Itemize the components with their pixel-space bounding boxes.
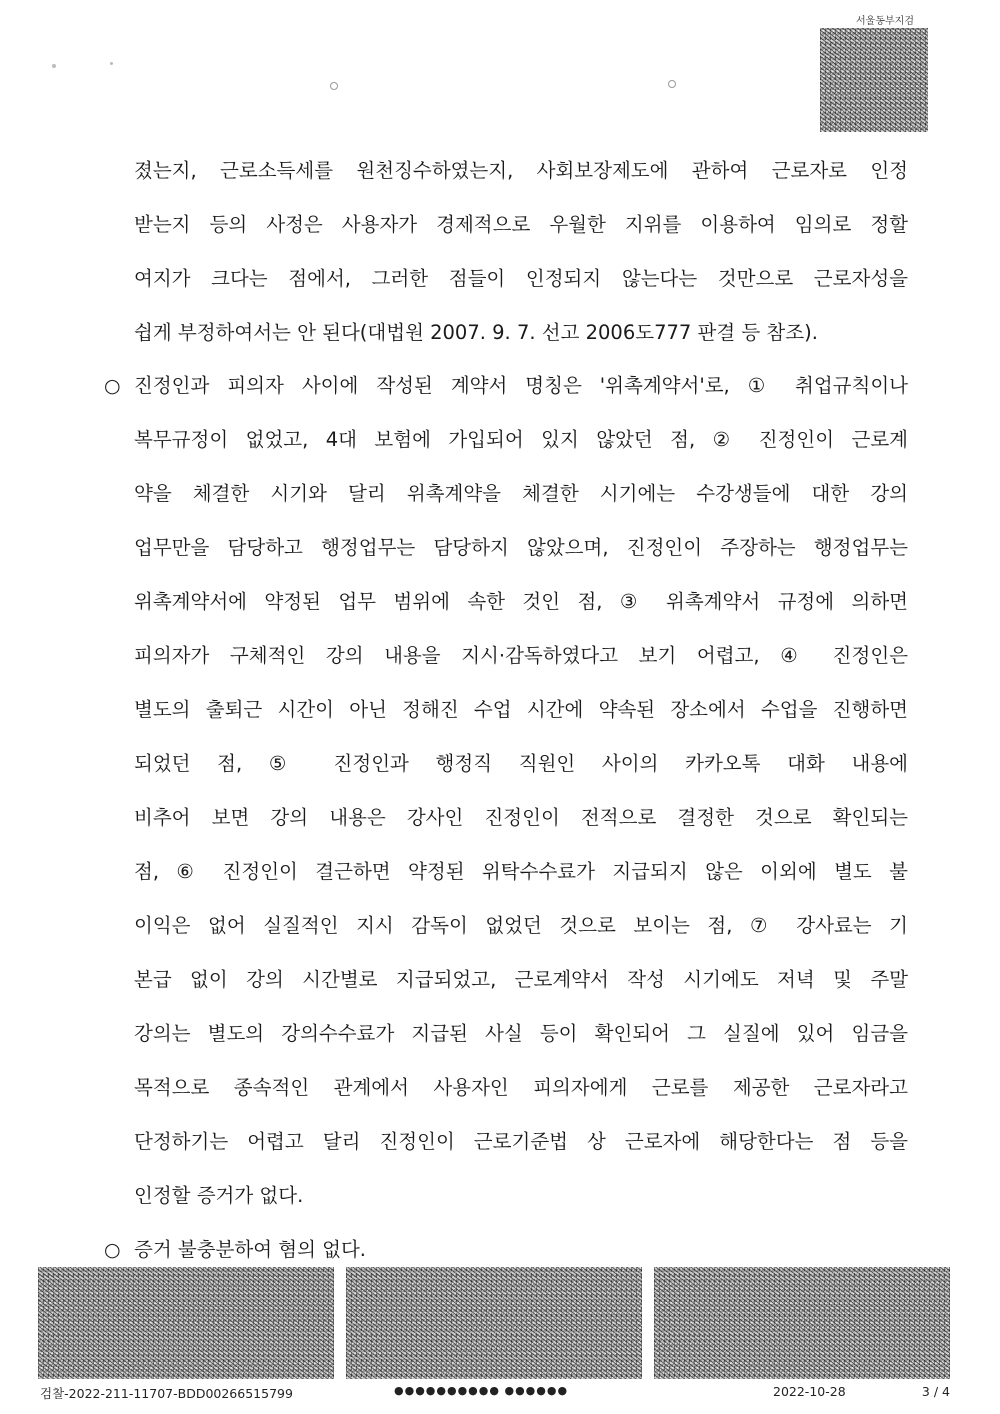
text-line: 이익은 없어 실질적인 지시 감독이 없었던 것으로 보이는 점, ⑦ 강사료는 기 — [134, 914, 908, 937]
scan-speck — [110, 62, 113, 65]
page-footer — [40, 1384, 950, 1402]
security-code-bottom — [346, 1267, 642, 1379]
text-line: 피의자가 구체적인 강의 내용을 지시·감독하였다고 보기 어렵고, ④ 진정인은 — [134, 644, 908, 667]
text-line: 단정하기는 어렵고 달리 진정인이 근로기준법 상 근로자에 해당한다는 점 등을 — [134, 1130, 908, 1153]
security-code-top — [820, 28, 928, 132]
text-line: 약을 체결한 시기와 달리 위촉계약을 체결한 시기에는 수강생들에 대한 강의 — [134, 482, 908, 505]
verification-dots: ●●●●●●●●●● ●●●●●● — [394, 1384, 569, 1397]
security-code-bottom — [38, 1267, 334, 1379]
text-line: 진정인과 피의자 사이에 작성된 계약서 명칭은 '위촉계약서'로, ① 취업규칙이나 — [134, 374, 908, 397]
text-line: 업무만을 담당하고 행정업무는 담당하지 않았으며, 진정인이 주장하는 행정업무는 — [134, 536, 908, 559]
text-line: 목적으로 종속적인 관계에서 사용자인 피의자에게 근로를 제공한 근로자라고 — [134, 1076, 908, 1099]
text-line: 점, ⑥ 진정인이 결근하면 약정된 위탁수수료가 지급되지 않은 이외에 별도 불 — [134, 860, 908, 883]
page-number: 3 / 4 — [921, 1384, 950, 1399]
text-line: 쉽게 부정하여서는 안 된다(대법원 2007. 9. 7. 선고 2006도777 판결 등 참조). — [134, 321, 818, 344]
text-line: 되었던 점, ⑤ 진정인과 행정직 직원인 사이의 카카오톡 대화 내용에 — [134, 752, 908, 775]
text-line: 위촉계약서에 약정된 업무 범위에 속한 것인 점, ③ 위촉계약서 규정에 의하면 — [134, 590, 908, 613]
paragraph-bullet: ○ — [104, 375, 121, 397]
text-line: 비추어 보면 강의 내용은 강사인 진정인이 전적으로 결정한 것으로 확인되는 — [134, 806, 908, 829]
text-line: 강의는 별도의 강의수수료가 지급된 사실 등이 확인되어 그 실질에 있어 임금을 — [134, 1022, 908, 1045]
text-line: 본급 없이 강의 시간별로 지급되었고, 근로계약서 작성 시기에도 저녁 및 주말 — [134, 968, 908, 991]
scan-speck — [52, 64, 56, 68]
text-line: 증거 불충분하여 혐의 없다. — [134, 1238, 367, 1261]
text-line: 복무규정이 없었고, 4대 보험에 가입되어 있지 않았던 점, ② 진정인이 근로계 — [134, 428, 908, 451]
text-line: 별도의 출퇴근 시간이 아닌 정해진 수업 시간에 약속된 장소에서 수업을 진행하면 — [134, 698, 908, 721]
document-id: 검찰-2022-211-11707-BDD00266515799 — [40, 1386, 293, 1401]
paragraph-bullet: ○ — [104, 1239, 121, 1261]
scan-speck — [668, 80, 676, 88]
text-line: 졌는지, 근로소득세를 원천징수하였는지, 사회보장제도에 관하여 근로자로 인정 — [134, 159, 908, 182]
security-code-bottom — [654, 1267, 950, 1379]
office-label: 서울동부지검 — [856, 16, 914, 27]
issue-date: 2022-10-28 — [773, 1384, 846, 1399]
text-line: 여지가 크다는 점에서, 그러한 점들이 인정되지 않는다는 것만으로 근로자성을 — [134, 267, 908, 290]
text-line: 받는지 등의 사정은 사용자가 경제적으로 우월한 지위를 이용하여 임의로 정할 — [134, 213, 908, 236]
scan-speck — [330, 82, 338, 90]
text-line: 인정할 증거가 없다. — [134, 1184, 304, 1207]
